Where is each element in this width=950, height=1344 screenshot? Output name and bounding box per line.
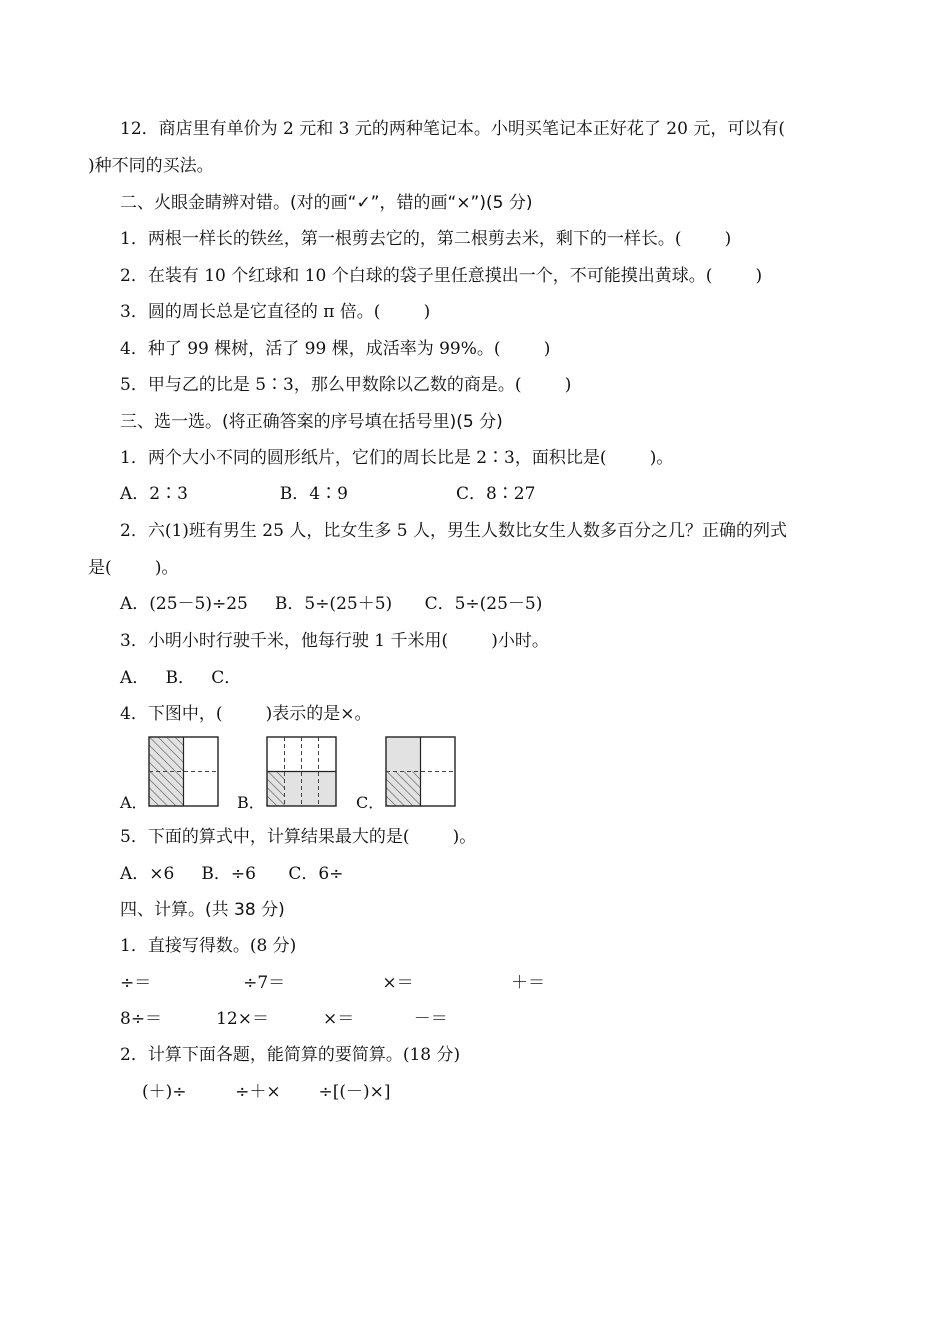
section-2-question-4: 4．种了 99 棵树，活了 99 棵，成活率为 99%。( ) — [120, 339, 551, 359]
figure-a — [148, 736, 220, 808]
figure-a-label: A． — [120, 793, 148, 812]
section-2-question-2: 2．在装有 10 个红球和 10 个白球的袋子里任意摸出一个，不可能摸出黄球。( ) — [120, 266, 763, 286]
figure-c — [385, 736, 457, 808]
question-12-line-1: 12．商店里有单价为 2 元和 3 元的两种笔记本。小明买笔记本正好花了 20 元，可以有( — [120, 119, 785, 139]
section-3-question-3-options: A． B． C． — [120, 668, 242, 688]
section-3-question-5: 5．下面的算式中，计算结果最大的是( )。 — [120, 827, 477, 847]
section-2-question-1: 1．两根一样长的铁丝，第一根剪去它的，第二根剪去米，剩下的一样长。( ) — [120, 229, 732, 249]
section-3-question-2-line-2: 是( )。 — [88, 558, 179, 578]
fraction-figures — [120, 736, 480, 812]
section-4-question-1-row-1: ÷＝ ÷7＝ ×＝ ＋＝ — [120, 973, 545, 993]
section-4-question-1: 1．直接写得数。(8 分) — [120, 936, 297, 956]
section-3-title: 三、选一选。(将正确答案的序号填在括号里)(5 分) — [120, 412, 503, 432]
figure-b-label: B． — [237, 793, 265, 812]
section-3-question-1: 1．两个大小不同的圆形纸片，它们的周长比是 2∶3，面积比是( )。 — [120, 448, 674, 468]
section-3-question-1-options: A．2∶3 B．4∶9 C．8∶27 — [120, 484, 536, 504]
section-2-title: 二、火眼金睛辨对错。(对的画“✓”，错的画“×”)(5 分) — [120, 193, 533, 213]
section-3-question-4: 4．下图中，( )表示的是×。 — [120, 704, 372, 724]
figure-c-label: C． — [356, 793, 385, 812]
section-3-question-5-options: A．×6 B．÷6 C．6÷ — [120, 864, 344, 884]
section-4-question-2: 2．计算下面各题，能简算的要简算。(18 分) — [120, 1045, 461, 1065]
section-4-question-2-row: (＋)÷ ÷＋× ÷[(－)×] — [142, 1082, 391, 1102]
section-3-question-3: 3．小明小时行驶千米，他每行驶 1 千米用( )小时。 — [120, 631, 549, 651]
figure-b — [266, 736, 338, 808]
section-3-question-2-options: A．(25－5)÷25 B．5÷(25＋5) C．5÷(25－5) — [120, 594, 543, 614]
section-2-question-5: 5．甲与乙的比是 5∶3，那么甲数除以乙数的商是。( ) — [120, 375, 572, 395]
section-3-question-2-line-1: 2．六(1)班有男生 25 人，比女生多 5 人，男生人数比女生人数多百分之几？正确的列式 — [120, 521, 787, 541]
section-4-title: 四、计算。(共 38 分) — [120, 900, 285, 920]
section-2-question-3: 3．圆的周长总是它直径的 π 倍。( ) — [120, 302, 431, 322]
section-4-question-1-row-2: 8÷＝ 12×＝ ×＝ －＝ — [120, 1009, 448, 1029]
question-12-line-2: )种不同的买法。 — [88, 156, 214, 176]
